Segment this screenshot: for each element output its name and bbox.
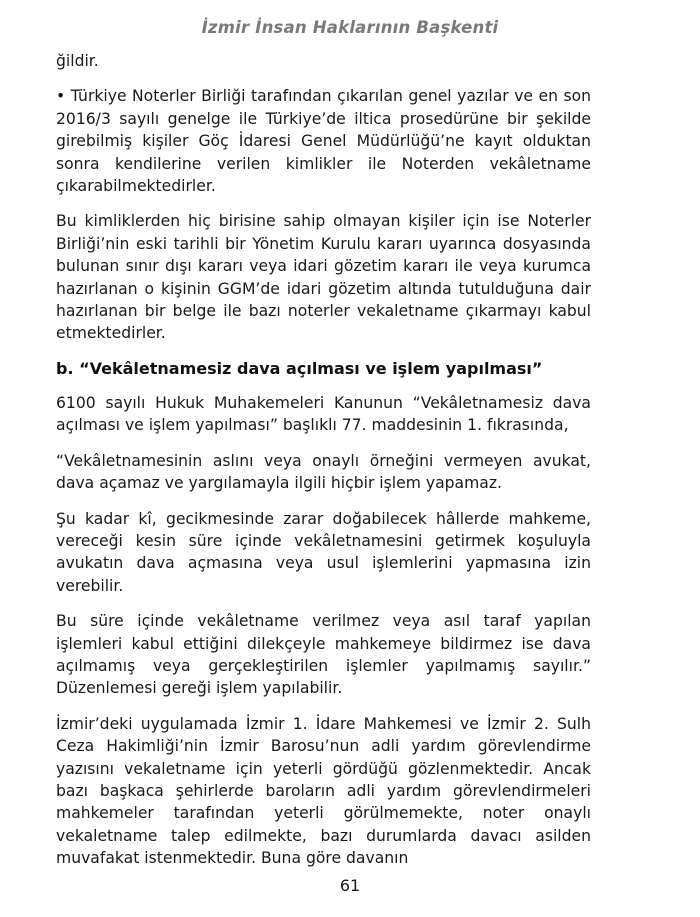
body-paragraph: ğildir. <box>56 52 99 70</box>
page-number: 61 <box>339 876 361 895</box>
body-paragraph: • Türkiye Noterler Birliği tarafından çıkarılan genel yazılar ve en son 2016/3 sayılı genelge ile Türkiye’de iltica prosedürüne bir şekilde girebilmiş kişiler Göç İdaresi Genel Müdürlüğü’ne kayıt olduktan sonra kendilerine verilen kimlikler ile Noterden vekâletname çıkarabilmektedirler. <box>56 87 591 196</box>
running-header-title: İzmir İnsan Haklarının Başkenti <box>201 18 499 37</box>
quoted-paragraph: Şu kadar kî, gecikmesinde zarar doğabilecek hâllerde mahkeme, vereceği kesin süre içinde vekâletnamesini getirmek koşuluyla avukatın dava açmasına veya usul işlemlerini yapmasına izin verebilir. <box>56 509 591 595</box>
body-paragraph: Bu kimliklerden hiç birisine sahip olmayan kişiler için ise Noterler Birliği’nin eski tarihli bir Yönetim Kurulu kararı uyarınca dosyasında bulunan sınır dışı kararı veya idari gözetim kararı ile veya kurumca hazırlanan o kişinin GGM’de idari gözetim altında tutulduğuna dair hazırlanan bir belge ile bazı noterler vekaletname çıkarmayı kabul etmektedirler. <box>56 212 591 343</box>
quoted-paragraph: “Vekâletnamesinin aslını veya onaylı örneğini vermeyen avukat, dava açamaz ve yargılamayla ilgili hiçbir işlem yapamaz. <box>56 451 591 493</box>
quoted-paragraph: Bu süre içinde vekâletname verilmez veya asıl taraf yapılan işlemleri kabul ettiğini dilekçeyle mahkemeye bildirmez ise dava açılmamış veya gerçekleştirilen işlemler yapılmamış sayılır.” Düzenlemesi gereği işlem yapılabilir. <box>56 612 591 698</box>
section-heading: b. “Vekâletnamesiz dava açılması ve işlem yapılması” <box>56 358 543 378</box>
body-paragraph: 6100 sayılı Hukuk Muhakemeleri Kanunun “Vekâletnamesiz dava açılması ve işlem yapılması” başlıklı 77. maddesinin 1. fıkrasında, <box>56 393 591 435</box>
body-paragraph: İzmir’deki uygulamada İzmir 1. İdare Mahkemesi ve İzmir 2. Sulh Ceza Hakimliği’nin İzmir Barosu’nun adli yardım görevlendirme yazısını vekaletname için yeterli gördüğü gözlenmektedir. Ancak bazı başkaca şehirlerde baroların adli yardım görevlendirmeleri mahkemeler tarafından yeterli görülmemekte, noter onaylı vekaletname talep edilmekte, bazı durumlarda davacı asilden muvafakat istenmektedir. Buna göre davanın <box>56 714 591 868</box>
page-body <box>56 50 591 882</box>
